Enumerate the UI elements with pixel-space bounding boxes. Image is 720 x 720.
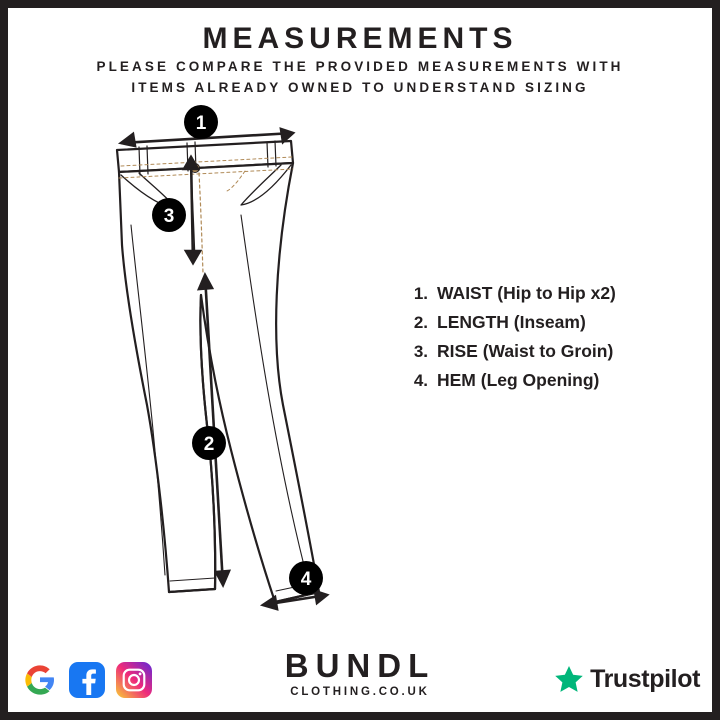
legend-number: 1. [413,284,428,303]
legend-label: HEM (Leg Opening) [437,370,600,390]
svg-text:2: 2 [203,434,215,455]
brand-domain: CLOTHING.CO.UK [290,686,430,698]
subtitle-line-2: ITEMS ALREADY OWNED TO UNDERSTAND SIZING [131,80,589,95]
frame-border-bottom [0,712,720,720]
legend-number: 3. [413,342,428,361]
facebook-icon[interactable] [69,662,105,698]
jeans-diagram [95,105,395,625]
brand-name: BUNDL [284,647,436,684]
frame-border-left [0,0,8,720]
legend-number: 4. [413,371,428,390]
measurement-legend [400,283,700,399]
subtitle-line-1: PLEASE COMPARE THE PROVIDED MEASUREMENTS WITH [96,59,624,74]
list-item [400,312,700,333]
frame-border-right [712,0,720,720]
legend-label: LENGTH (Inseam) [437,312,586,332]
list-item [400,283,700,304]
frame-border-top [0,0,720,8]
page-subtitle [60,56,660,98]
svg-text:4: 4 [300,569,312,590]
instagram-icon[interactable] [116,662,152,698]
trustpilot-star-icon [554,664,584,694]
legend-number: 2. [413,313,428,332]
list-item [400,370,700,391]
page-title: MEASUREMENTS [202,22,518,55]
svg-text:3: 3 [163,206,175,227]
trustpilot-badge[interactable] [554,664,700,694]
svg-text:1: 1 [195,113,207,134]
legend-label: RISE (Waist to Groin) [437,341,614,361]
social-links [22,662,152,698]
list-item [400,341,700,362]
legend-label: WAIST (Hip to Hip x2) [437,283,616,303]
trustpilot-label: Trustpilot [590,664,700,693]
google-icon[interactable] [22,662,58,698]
